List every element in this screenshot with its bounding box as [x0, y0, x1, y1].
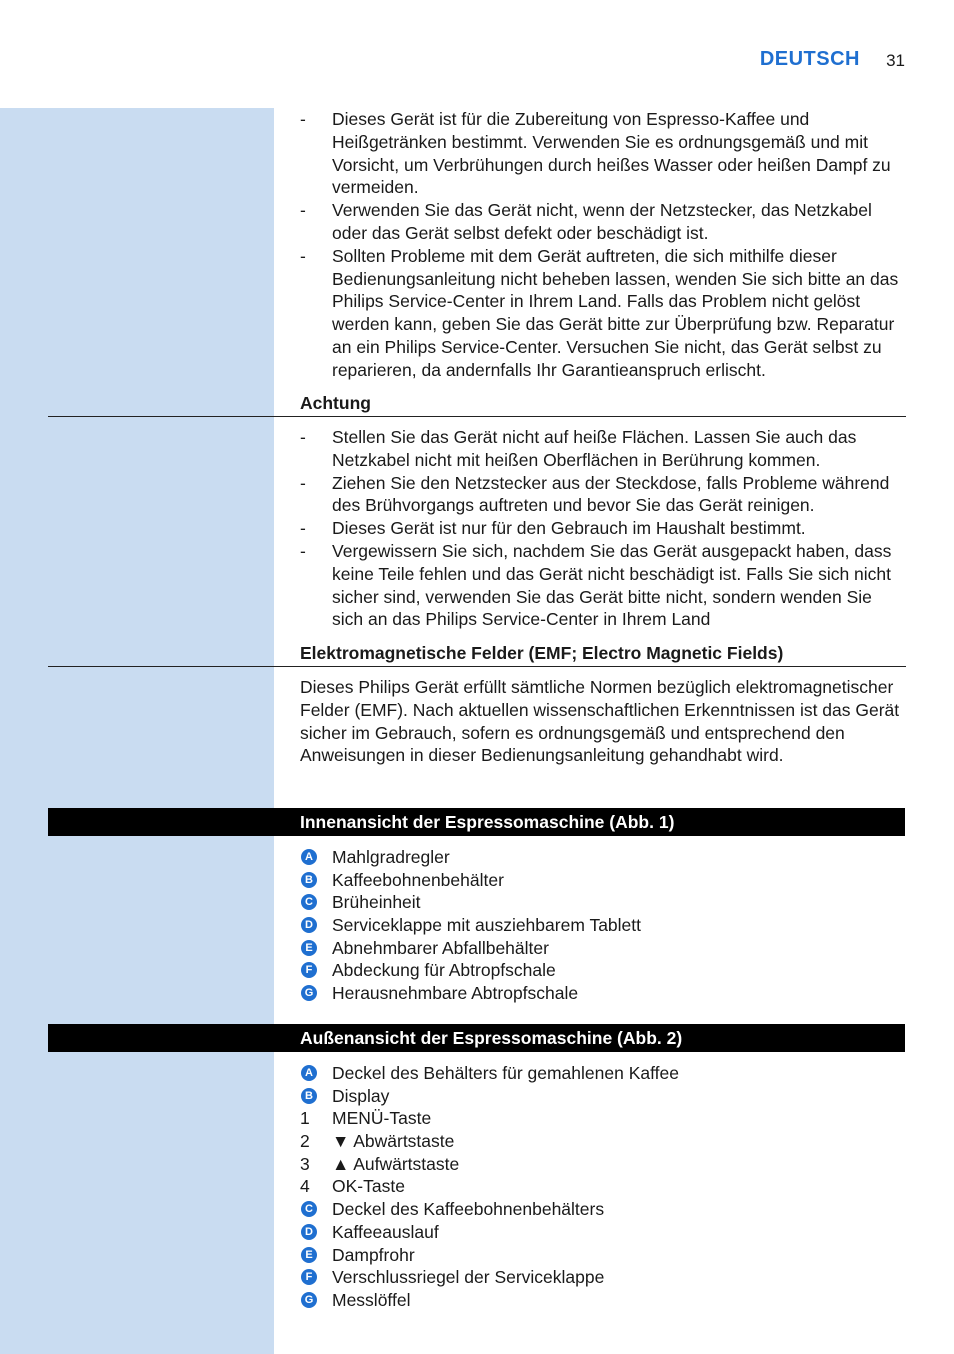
marker-badge: F — [301, 962, 317, 978]
item-label: Abnehmbarer Abfallbehälter — [332, 937, 549, 958]
marker-badge: D — [301, 1224, 317, 1240]
item-label: ▼ Abwärtstaste — [332, 1131, 455, 1152]
list-item — [300, 891, 906, 914]
exterior-heading: Außenansicht der Espressomaschine (Abb. 2) — [300, 1028, 683, 1048]
item-label: Serviceklappe mit ausziehbarem Tablett — [332, 915, 642, 936]
interior-list — [300, 846, 906, 1005]
list-item — [300, 1175, 906, 1198]
item-label: Deckel des Behälters für gemahlenen Kaffee — [332, 1063, 679, 1083]
exterior-section — [300, 1062, 906, 1312]
exterior-list — [300, 1062, 906, 1312]
marker-badge: A — [301, 1065, 317, 1081]
emf-heading: Elektromagnetische Felder (EMF; Electro Magnetic Fields) — [300, 643, 784, 663]
list-item — [300, 959, 906, 982]
item-label: Dampfrohr — [332, 1244, 415, 1265]
list-item — [300, 1244, 906, 1267]
exterior-bar — [48, 1024, 905, 1052]
list-item: - Ziehen Sie den Netzstecker aus der Steckdose, falls Probleme während des Brühvorgangs auftreten und bevor Sie das Gerät reinigen. — [300, 472, 906, 518]
item-label: MENÜ-Taste — [332, 1108, 432, 1129]
item-label: Mahlgradregler — [332, 847, 450, 867]
list-item: - Vergewissern Sie sich, nachdem Sie das Gerät ausgepackt haben, dass keine Teile fehlen und das Gerät nicht beschädigt ist. Falls Sie sich nicht sicher sind, verwenden Sie das Gerät bitte nicht, sondern wenden Sie sich an das Philips Service-Center in Ihrem Land — [300, 540, 906, 631]
emf-text: Dieses Philips Gerät erfüllt sämtliche Normen bezüglich elektromagnetischer Felder (EMF). Nach aktuellen wissenschaftlichen Erkenntnissen ist das Gerät sicher im Gebrauch, sofern es ordnungsgemäß und entsprechend den Anweisungen in dieser Bedienungsanleitung gehandhabt wird. — [300, 677, 900, 766]
list-item — [300, 1130, 906, 1153]
marker-badge: G — [301, 1292, 317, 1308]
interior-heading: Innenansicht der Espressomaschine (Abb. 1) — [300, 812, 675, 832]
item-number: 4 — [300, 1176, 310, 1197]
list-item — [300, 937, 906, 960]
marker-badge: B — [301, 872, 317, 888]
marker-badge: E — [301, 940, 317, 956]
marker-badge: C — [301, 1201, 317, 1217]
caution-list — [300, 426, 906, 631]
list-item — [300, 1062, 906, 1085]
item-label: OK-Taste — [332, 1176, 405, 1197]
item-label: Display — [332, 1085, 390, 1106]
list-item: - Sollten Probleme mit dem Gerät auftreten, die sich mithilfe dieser Bedienungsanleitung nicht beheben lassen, wenden Sie sich bitte an das Philips Service-Center in Ihrem Land. Falls das Problem nicht gelöst werden kann, geben Sie das Gerät bitte zur Überprüfung bzw. Reparatur an ein Philips Service-Center. Versuchen Sie nicht, das Gerät selbst zu reparieren, da andernfalls Ihr Garantieanspruch erlischt. — [300, 245, 906, 382]
sidebar-panel — [0, 108, 274, 1354]
item-label: Brüheinheit — [332, 892, 421, 913]
list-item: - Verwenden Sie das Gerät nicht, wenn der Netzstecker, das Netzkabel oder das Gerät selbst defekt oder beschädigt ist. — [300, 199, 906, 245]
item-label: ▲ Aufwärtstaste — [332, 1153, 460, 1174]
caution-section — [300, 426, 906, 631]
marker-badge: F — [301, 1269, 317, 1285]
list-item — [300, 1198, 906, 1221]
list-item: - Dieses Gerät ist für die Zubereitung von Espresso-Kaffee und Heißgetränken bestimmt. Verwenden Sie es ordnungsgemäß und mit Vorsicht, um Verbrühungen durch heißes Wasser oder heißen Dampf zu vermeiden. — [300, 108, 906, 199]
marker-badge: B — [301, 1088, 317, 1104]
item-number: 2 — [300, 1131, 310, 1152]
list-item — [300, 1289, 906, 1312]
item-number: 1 — [300, 1108, 310, 1129]
list-item: - Dieses Gerät ist nur für den Gebrauch im Haushalt bestimmt. — [300, 517, 906, 540]
interior-bar — [48, 808, 905, 836]
marker-badge: G — [301, 985, 317, 1001]
item-label: Deckel des Kaffeebohnenbehälters — [332, 1199, 605, 1220]
page-number: 31 — [886, 51, 905, 70]
list-item — [300, 982, 906, 1005]
marker-badge: C — [301, 894, 317, 910]
marker-badge: D — [301, 917, 317, 933]
divider — [48, 416, 906, 417]
list-item — [300, 869, 906, 892]
marker-badge: E — [301, 1247, 317, 1263]
list-item — [300, 1085, 906, 1108]
list-item — [300, 914, 906, 937]
caution-heading: Achtung — [300, 393, 371, 413]
list-item: - Stellen Sie das Gerät nicht auf heiße Flächen. Lassen Sie auch das Netzkabel nicht mit heißen Oberflächen in Berührung kommen. — [300, 426, 906, 472]
item-label: Herausnehmbare Abtropfschale — [332, 983, 579, 1004]
item-label: Kaffeeauslauf — [332, 1221, 439, 1242]
item-label: Messlöffel — [332, 1289, 411, 1310]
marker-badge: A — [301, 849, 317, 865]
general-list — [300, 108, 906, 382]
item-label: Kaffeebohnenbehälter — [332, 869, 504, 890]
language-label: DEUTSCH — [759, 48, 860, 70]
item-label: Verschlussriegel der Serviceklappe — [332, 1267, 605, 1288]
item-label: Abdeckung für Abtropfschale — [332, 960, 556, 981]
list-item — [300, 1221, 906, 1244]
item-number: 3 — [300, 1153, 310, 1174]
divider — [48, 666, 906, 667]
list-item — [300, 1153, 906, 1176]
list-item — [300, 846, 906, 869]
list-item — [300, 1266, 906, 1289]
general-section — [300, 108, 906, 382]
interior-section — [300, 846, 906, 1005]
list-item — [300, 1107, 906, 1130]
